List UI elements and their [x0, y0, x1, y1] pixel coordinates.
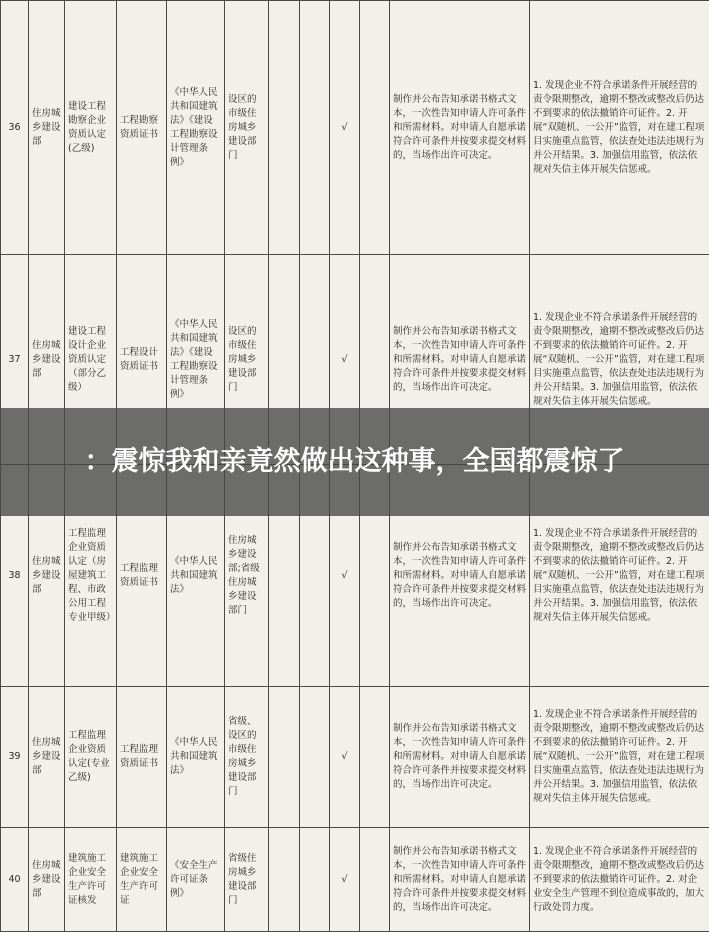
authority-cell: 住房城乡建设部;省级住房城乡建设部门	[225, 465, 269, 687]
item-cell: 工程监理企业资质认定（房屋建筑工程、市政公用工程专业甲级）	[65, 465, 117, 687]
empty-cell	[300, 1, 330, 255]
authority-cell: 设区的市级住房城乡建设部门	[225, 1, 269, 255]
method-cell: 制作并公布告知承诺书格式文本，一次性告知申请人许可条件和所需材料。对申请人自愿承诺符合许可条件并按要求提交材料的，当场作出许可决定。	[390, 687, 530, 828]
measure-cell: 1. 发现企业不符合承诺条件开展经营的责令限期整改，逾期不整改或整改后仍达不到要求的依法撤销许可证件。2. 开展“双随机、一公开”监管，对在建工程项目实施重点监管，依法查处违法违规行为并公开结果。3. 加强信用监管，依法依规对失信主体开展失信惩戒。	[530, 465, 709, 687]
measure-cell: 1. 发现企业不符合承诺条件开展经营的责令限期整改，逾期不整改或整改后仍达不到要求的依法撤销许可证件。2. 开展“双随机、一公开”监管，对在建工程项目实施重点监管，依法查处违法违规行为并公开结果。3. 加强信用监管，依法依规对失信主体开展失信惩戒。	[530, 687, 709, 828]
check-mark: √	[330, 255, 360, 465]
department-cell: 住房城乡建设部	[29, 828, 65, 932]
measure-cell: 1. 发现企业不符合承诺条件开展经营的责令限期整改，逾期不整改或整改后仍达不到要求的依法撤销许可证件。2. 开展“双随机、一公开”监管，对在建工程项目实施重点监管，依法查处违法违规行为并公开结果。3. 加强信用监管，依法依规对失信主体开展失信惩戒。	[530, 1, 709, 255]
method-cell: 制作并公布告知承诺书格式文本，一次性告知申请人许可条件和所需材料。对申请人自愿承诺符合许可条件并按要求提交材料的，当场作出许可决定。	[390, 465, 530, 687]
check-mark: √	[330, 465, 360, 687]
item-cell: 建筑施工企业安全生产许可证核发	[65, 828, 117, 932]
method-cell: 制作并公布告知承诺书格式文本，一次性告知申请人许可条件和所需材料。对申请人自愿承诺符合许可条件并按要求提交材料的，当场作出许可决定。	[390, 828, 530, 932]
item-cell: 建设工程勘察企业资质认定(乙级)	[65, 1, 117, 255]
certificate-cell: 工程监理资质证书	[117, 687, 167, 828]
department-cell: 住房城乡建设部	[29, 1, 65, 255]
empty-cell	[360, 687, 390, 828]
legal-basis-cell: 《安全生产许可证条例》	[167, 828, 225, 932]
empty-cell	[269, 1, 300, 255]
row-number: 39	[1, 687, 29, 828]
table-row	[1, 1, 709, 255]
row-number: 38	[1, 465, 29, 687]
table-row	[1, 828, 709, 932]
empty-cell	[300, 828, 330, 932]
item-cell: 建设工程设计企业资质认定（部分乙级）	[65, 255, 117, 465]
table-row	[1, 687, 709, 828]
authority-cell: 省级住房城乡建设部门	[225, 828, 269, 932]
legal-basis-cell: 《中华人民共和国建筑法》	[167, 465, 225, 687]
row-number: 37	[1, 255, 29, 465]
legal-basis-cell: 《中华人民共和国建筑法》	[167, 687, 225, 828]
measure-cell: 1. 发现企业不符合承诺条件开展经营的责令限期整改，逾期不整改或整改后仍达不到要求的依法撤销许可证件。2. 对企业安全生产管理不到位造成事故的，加大行政处罚力度。	[530, 828, 709, 932]
certificate-cell: 建筑施工企业安全生产许可证	[117, 828, 167, 932]
authority-cell: 省级、设区的市级住房城乡建设部门	[225, 687, 269, 828]
headline-banner[interactable]	[0, 408, 709, 516]
method-cell: 制作并公布告知承诺书格式文本，一次性告知申请人许可条件和所需材料。对申请人自愿承诺符合许可条件并按要求提交材料的，当场作出许可决定。	[390, 255, 530, 465]
department-cell: 住房城乡建设部	[29, 687, 65, 828]
authority-cell: 设区的市级住房城乡建设部门	[225, 255, 269, 465]
department-cell: 住房城乡建设部	[29, 465, 65, 687]
empty-cell	[269, 687, 300, 828]
headline-text: ：震惊我和亲⁣竟然做出这种事，全国都震惊了	[55, 443, 655, 481]
check-mark: √	[330, 687, 360, 828]
empty-cell	[360, 828, 390, 932]
item-cell: 工程监理企业资质认定(专业乙级)	[65, 687, 117, 828]
legal-basis-cell: 《中华人民共和国建筑法》《建设工程勘察设计管理条例》	[167, 1, 225, 255]
method-cell: 制作并公布告知承诺书格式文本，一次性告知申请人许可条件和所需材料。对申请人自愿承诺符合许可条件并按要求提交材料的，当场作出许可决定。	[390, 1, 530, 255]
empty-cell	[360, 1, 390, 255]
legal-basis-cell: 《中华人民共和国建筑法》《建设工程勘察设计管理条例》	[167, 255, 225, 465]
department-cell: 住房城乡建设部	[29, 255, 65, 465]
row-number: 40	[1, 828, 29, 932]
measure-cell: 1. 发现企业不符合承诺条件开展经营的责令限期整改，逾期不整改或整改后仍达不到要求的依法撤销许可证件。2. 开展“双随机、一公开”监管，对在建工程项目实施重点监管，依法查处违法违规行为并公开结果。3. 加强信用监管，依法依规对失信主体开展失信惩戒。	[530, 255, 709, 465]
certificate-cell: 工程设计资质证书	[117, 255, 167, 465]
row-number: 36	[1, 1, 29, 255]
check-mark: √	[330, 828, 360, 932]
certificate-cell: 工程监理资质证书	[117, 465, 167, 687]
empty-cell	[269, 828, 300, 932]
check-mark: √	[330, 1, 360, 255]
certificate-cell: 工程勘察资质证书	[117, 1, 167, 255]
empty-cell	[300, 687, 330, 828]
